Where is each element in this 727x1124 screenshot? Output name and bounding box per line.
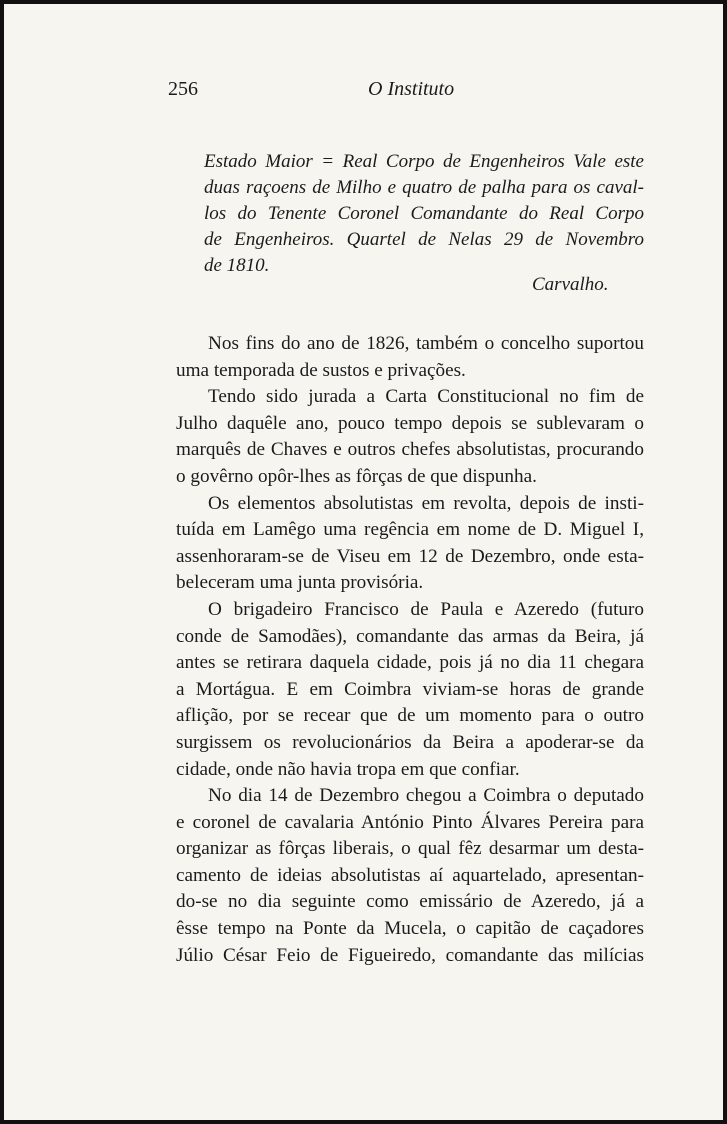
text-line: tuída em Lamêgo uma regência em nome de D. Miguel I, (176, 519, 644, 541)
text-line: Julho daquêle ano, pouco tempo depois se sublevaram o (176, 412, 644, 434)
running-title: O Instituto (368, 78, 455, 100)
text-line: assenhoraram-se de Viseu em 12 de Dezembro, onde esta- (176, 545, 644, 567)
text-line: e coronel de cavalaria António Pinto Álvares Pereira para (176, 811, 644, 833)
text-line: O brigadeiro Francisco de Paula e Azeredo (futuro (208, 598, 644, 620)
text-line: Nos fins do ano de 1826, também o concelho suportou (208, 333, 644, 354)
quote-line: duas raçoens de Milho e quatro de palha para os caval- (204, 177, 644, 198)
quoted-document (204, 149, 644, 279)
text-line: a Mortágua. E em Coimbra viviam-se horas de grande (176, 678, 644, 700)
quote-signature: Carvalho. (532, 274, 609, 295)
text-line: do-se no dia seguinte como emissário de Azeredo, já a (176, 891, 644, 913)
paragraph (176, 783, 644, 969)
page-number: 256 (168, 78, 198, 100)
text-line: camento de ideias absolutistas aí aquartelado, apresentan- (176, 864, 644, 886)
quote-line: los do Tenente Coronel Comandante do Real Corpo (204, 203, 644, 224)
text-line: antes se retirara daquela cidade, pois já no dia 11 chegara (176, 652, 644, 674)
paragraph (176, 491, 644, 597)
quote-line: de Engenheiros. Quartel de Nelas 29 de Novembro (204, 229, 644, 250)
paragraph (176, 384, 644, 490)
text-line: marquês de Chaves e outros chefes absolutistas, procurando (176, 439, 644, 461)
text-line: uma temporada de sustos e privações. (176, 359, 466, 381)
text-line: conde de Samodães), comandante das armas da Beira, já (176, 625, 644, 647)
running-head (4, 78, 723, 104)
text-line: surgissem os revolucionários da Beira a apoderar-se da (176, 731, 644, 753)
text-line: aflição, por se recear que de um momento para o outro (176, 705, 644, 727)
body-text (176, 331, 644, 969)
quote-line: de 1810. (204, 255, 270, 276)
text-line: Tendo sido jurada a Carta Constitucional no fim de (208, 386, 644, 408)
quote-line: Estado Maior = Real Corpo de Engenheiros Vale este (204, 151, 644, 172)
text-line: Júlio César Feio de Figueiredo, comandante das milícias (176, 944, 644, 966)
book-page (4, 4, 723, 1120)
paragraph (176, 597, 644, 783)
paragraph (176, 331, 644, 384)
text-line: cidade, onde não havia tropa em que confiar. (176, 758, 520, 780)
text-line: organizar as fôrças liberais, o qual fêz desarmar um desta- (176, 838, 644, 860)
text-line: Os elementos absolutistas em revolta, depois de insti- (208, 492, 644, 514)
text-line: beleceram uma junta provisória. (176, 572, 424, 594)
text-line: No dia 14 de Dezembro chegou a Coimbra o deputado (208, 785, 644, 807)
text-line: o govêrno opôr-lhes as fôrças de que dispunha. (176, 465, 537, 487)
text-line: êsse tempo na Ponte da Mucela, o capitão de caçadores (176, 918, 644, 940)
